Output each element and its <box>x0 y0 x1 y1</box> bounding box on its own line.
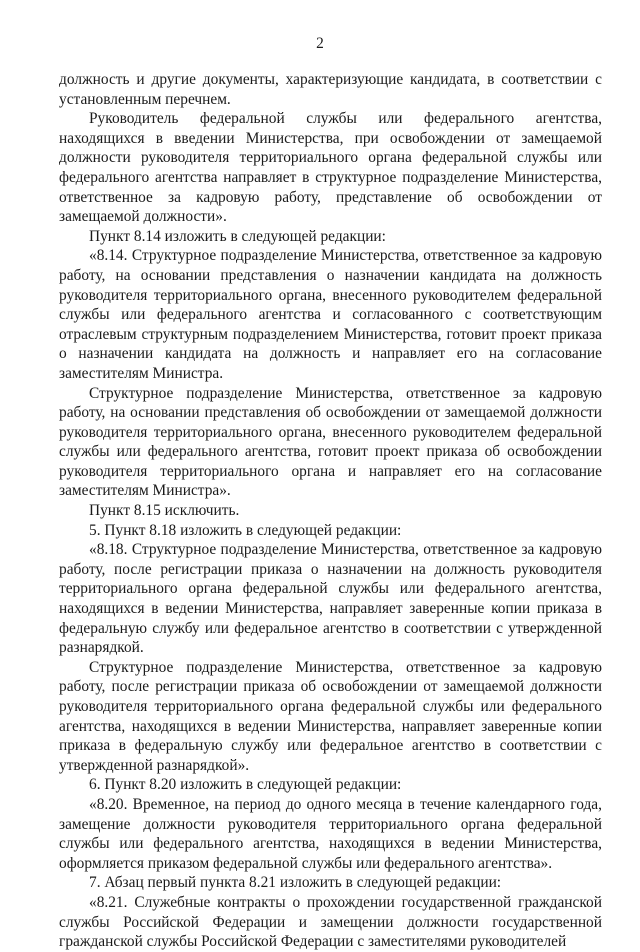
paragraph: 6. Пункт 8.20 изложить в следующей редакции: <box>89 776 402 794</box>
paragraph: «8.18. Структурное подразделение Министерства, ответственное за кадровую работу, после регистрации приказа о назначении на должность руководителя территориального органа федеральной службы или федерального агентства, находящихся в ведении Министерства, направляет заверенные копии приказа в федеральную службу или федеральное агентство в соответствии с утвержденной разнарядкой. <box>59 541 602 657</box>
page-number: 2 <box>316 35 324 52</box>
paragraph: «8.20. Временное, на период до одного месяца в течение календарного года, замещение должности руководителя территориального органа федеральной службы или федерального агентства, находящихся в ведении Министерства, оформляется приказом федеральной службы или федерального агентства». <box>59 795 602 872</box>
paragraph: «8.14. Структурное подразделение Министерства, ответственное за кадровую работу, на основании представления о назначении кандидата на должность руководителя территориального органа, внесенного руководителем федеральной службы или федерального агентства и согласованного с соответствующим отраслевым структурным подразделением Министерства, готовит проект приказа о назначении кандидата на должность и направляет его на согласование заместителям Министра. <box>59 247 602 382</box>
paragraph: 5. Пункт 8.18 изложить в следующей редакции: <box>89 521 402 539</box>
paragraph: Структурное подразделение Министерства, ответственное за кадровую работу, после регистрации приказа об освобождении от замещаемой должности руководителя территориального органа федеральной службы или федерального агентства, находящихся в ведении Министерства, направляет заверенные копии приказа в федеральную службу или федеральное агентство в соответствии с утвержденной разнарядкой». <box>59 658 602 774</box>
document-body <box>59 70 602 952</box>
paragraph: Пункт 8.14 изложить в следующей редакции: <box>89 227 386 245</box>
paragraph: 7. Абзац первый пункта 8.21 изложить в следующей редакции: <box>89 874 502 892</box>
paragraph: «8.21. Служебные контракты о прохождении государственной гражданской службы Российской Федерации и замещении должности государственной гражданской службы Российской Федерации с заместителями руководителей <box>59 893 602 951</box>
paragraph: Пункт 8.15 исключить. <box>89 502 240 520</box>
paragraph: Руководитель федеральной службы или федерального агентства, находящихся в введении Министерства, при освобождении от замещаемой должности руководителя территориального органа федеральной службы или федерального агентства направляет в структурное подразделение Министерства, ответственное за кадровую работу, представление об освобождении от замещаемой должности». <box>59 110 602 226</box>
paragraph: должность и другие документы, характеризующие кандидата, в соответствии с установленным перечнем. <box>59 71 602 108</box>
paragraph: Структурное подразделение Министерства, ответственное за кадровую работу, на основании представления об освобождении от замещаемой должности руководителя территориального органа, внесенного руководителем федеральной службы или федерального агентства, готовит проект приказа об освобождении руководителя территориального органа и направляет его на согласование заместителям Министра». <box>59 384 602 500</box>
